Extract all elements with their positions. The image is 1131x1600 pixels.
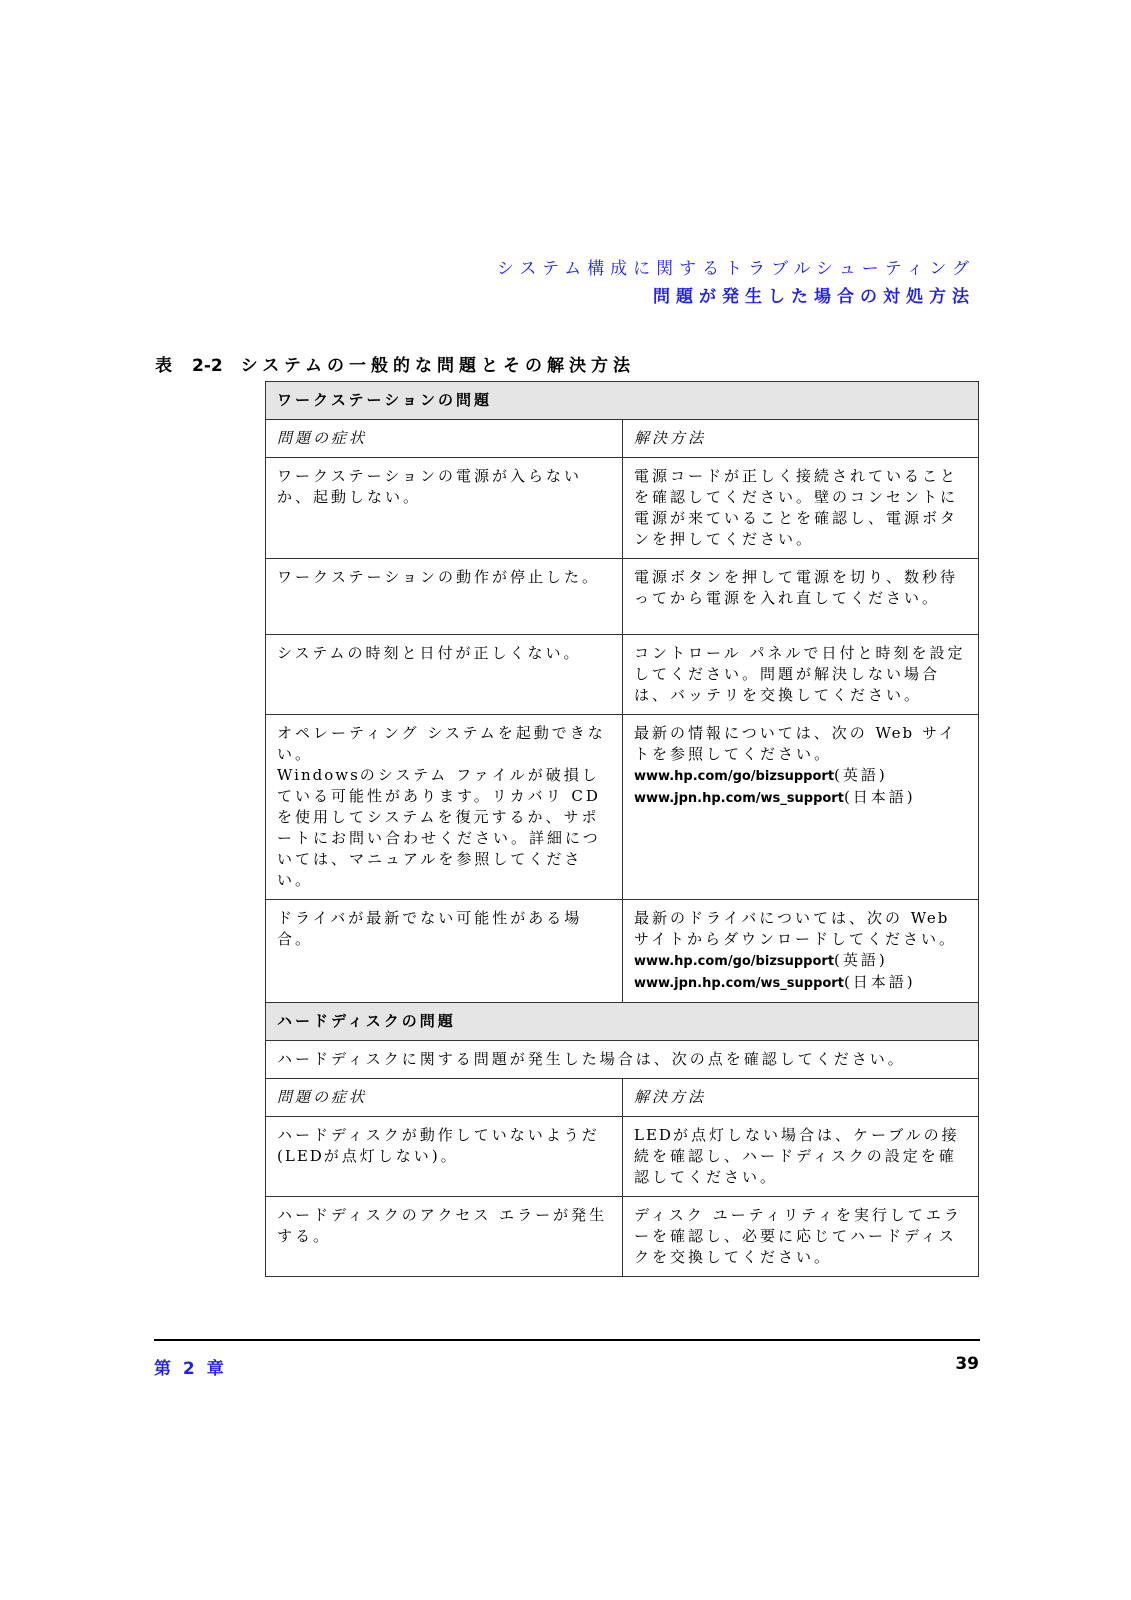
table-row: [266, 458, 979, 559]
solution-cell: コントロール パネルで日付と時刻を設定してください。問題が解決しない場合は、バッテリを交換してください。: [623, 635, 979, 715]
section-header-row: [266, 1003, 979, 1041]
section-header-row: [266, 382, 979, 420]
symptom-cell: [266, 715, 623, 900]
table-caption: [155, 351, 635, 376]
col-solution-header: 解決方法: [623, 420, 979, 458]
support-link[interactable]: www.hp.com/go/bizsupport: [634, 954, 835, 969]
column-header-row: [266, 1079, 979, 1117]
solution-text: 最新のドライバについては、次の: [634, 909, 903, 927]
running-header-title[interactable]: システム構成に関するトラブルシューティング: [496, 259, 975, 279]
solution-cell: ディスク ユーティリティを実行してエラーを確認し、必要に応じてハードディスクを交換してください。: [623, 1197, 979, 1277]
symptom-cell: ワークステーションの動作が停止した。: [266, 559, 623, 635]
solution-cell: [623, 715, 979, 900]
solution-cell: 電源ボタンを押して電源を切り、数秒待ってから電源を入れ直してください。: [623, 559, 979, 635]
table-row: [266, 1117, 979, 1197]
symptom-cell: システムの時刻と日付が正しくない。: [266, 635, 623, 715]
support-link[interactable]: www.jpn.hp.com/ws_support: [634, 791, 844, 806]
solution-text: 最新の情報については、次の: [634, 724, 868, 742]
symptom-text: ハードディスクが動作していないようだ: [277, 1126, 600, 1144]
section2-title: ハードディスクの問題: [266, 1003, 979, 1041]
link-suffix: (英語): [834, 951, 888, 969]
support-link[interactable]: www.hp.com/go/bizsupport: [634, 769, 835, 784]
troubleshooting-table: [265, 381, 979, 1277]
column-header-row: [266, 420, 979, 458]
table-row: [266, 900, 979, 1003]
table-caption-title: システムの一般的な問題とその解決方法: [240, 356, 636, 376]
footer-rule: [154, 1339, 980, 1341]
chapter-prefix: 第: [154, 1359, 174, 1379]
solution-cell: 電源コードが正しく接続されていることを確認してください。壁のコンセントに電源が来ていることを確認し、電源ボタンを押してください。: [623, 458, 979, 559]
chapter-suffix: 章: [206, 1359, 227, 1379]
symptom-led-text: が点灯しない: [323, 1147, 432, 1165]
solution-text: が点灯しない場合は、ケーブルの接続を確認し、ハードディスクの設定を確認してください。: [634, 1126, 960, 1186]
solution-text-post: サイトからダウンロードしてください。: [634, 930, 957, 948]
table-caption-number: 2-2: [192, 356, 223, 376]
table-row: [266, 1197, 979, 1277]
symptom-word: Windows: [277, 766, 360, 784]
solution-text-post: サイトを参照してください。: [634, 724, 957, 763]
support-link[interactable]: www.jpn.hp.com/ws_support: [634, 976, 844, 991]
symptom-cell: [266, 1117, 623, 1197]
chapter-number: 2: [182, 1359, 198, 1379]
symptom-cell: ワークステーションの電源が入らないか、起動しない。: [266, 458, 623, 559]
symptom-led-close: )。: [431, 1147, 459, 1165]
solution-web-word: Web: [910, 909, 950, 927]
chapter-link[interactable]: [154, 1354, 227, 1379]
solution-web-word: Web: [875, 724, 915, 742]
solution-led-word: LED: [634, 1126, 673, 1144]
section1-title: ワークステーションの問題: [266, 382, 979, 420]
col-symptom-header: 問題の症状: [266, 1079, 623, 1117]
solution-cell: [623, 1117, 979, 1197]
table-row: [266, 635, 979, 715]
col-solution-header: 解決方法: [623, 1079, 979, 1117]
section2-note: ハードディスクに関する問題が発生した場合は、次の点を確認してください。: [266, 1041, 979, 1079]
page-number: 39: [955, 1354, 979, 1374]
link-suffix: (日本語): [843, 973, 916, 991]
section-note-row: [266, 1041, 979, 1079]
link-suffix: (英語): [834, 766, 888, 784]
symptom-cell: ハードディスクのアクセス エラーが発生する。: [266, 1197, 623, 1277]
table-row: [266, 559, 979, 635]
solution-cell: [623, 900, 979, 1003]
table-caption-prefix: 表: [155, 356, 176, 376]
link-suffix: (日本語): [843, 788, 916, 806]
symptom-cell: ドライバが最新でない可能性がある場合。: [266, 900, 623, 1003]
symptom-text: オペレーティング システムを起動できない。: [277, 724, 606, 763]
col-symptom-header: 問題の症状: [266, 420, 623, 458]
symptom-led-open: (LED: [277, 1147, 324, 1165]
symptom-text-rest: のシステム ファイルが破損している可能性があります。リカバリ CD を使用してシステムを復元するか、サポートにお問い合わせください。詳細については、マニュアルを参照してください。: [277, 766, 601, 889]
table-row: [266, 715, 979, 900]
running-header-subtitle[interactable]: 問題が発生した場合の対処方法: [653, 287, 975, 307]
